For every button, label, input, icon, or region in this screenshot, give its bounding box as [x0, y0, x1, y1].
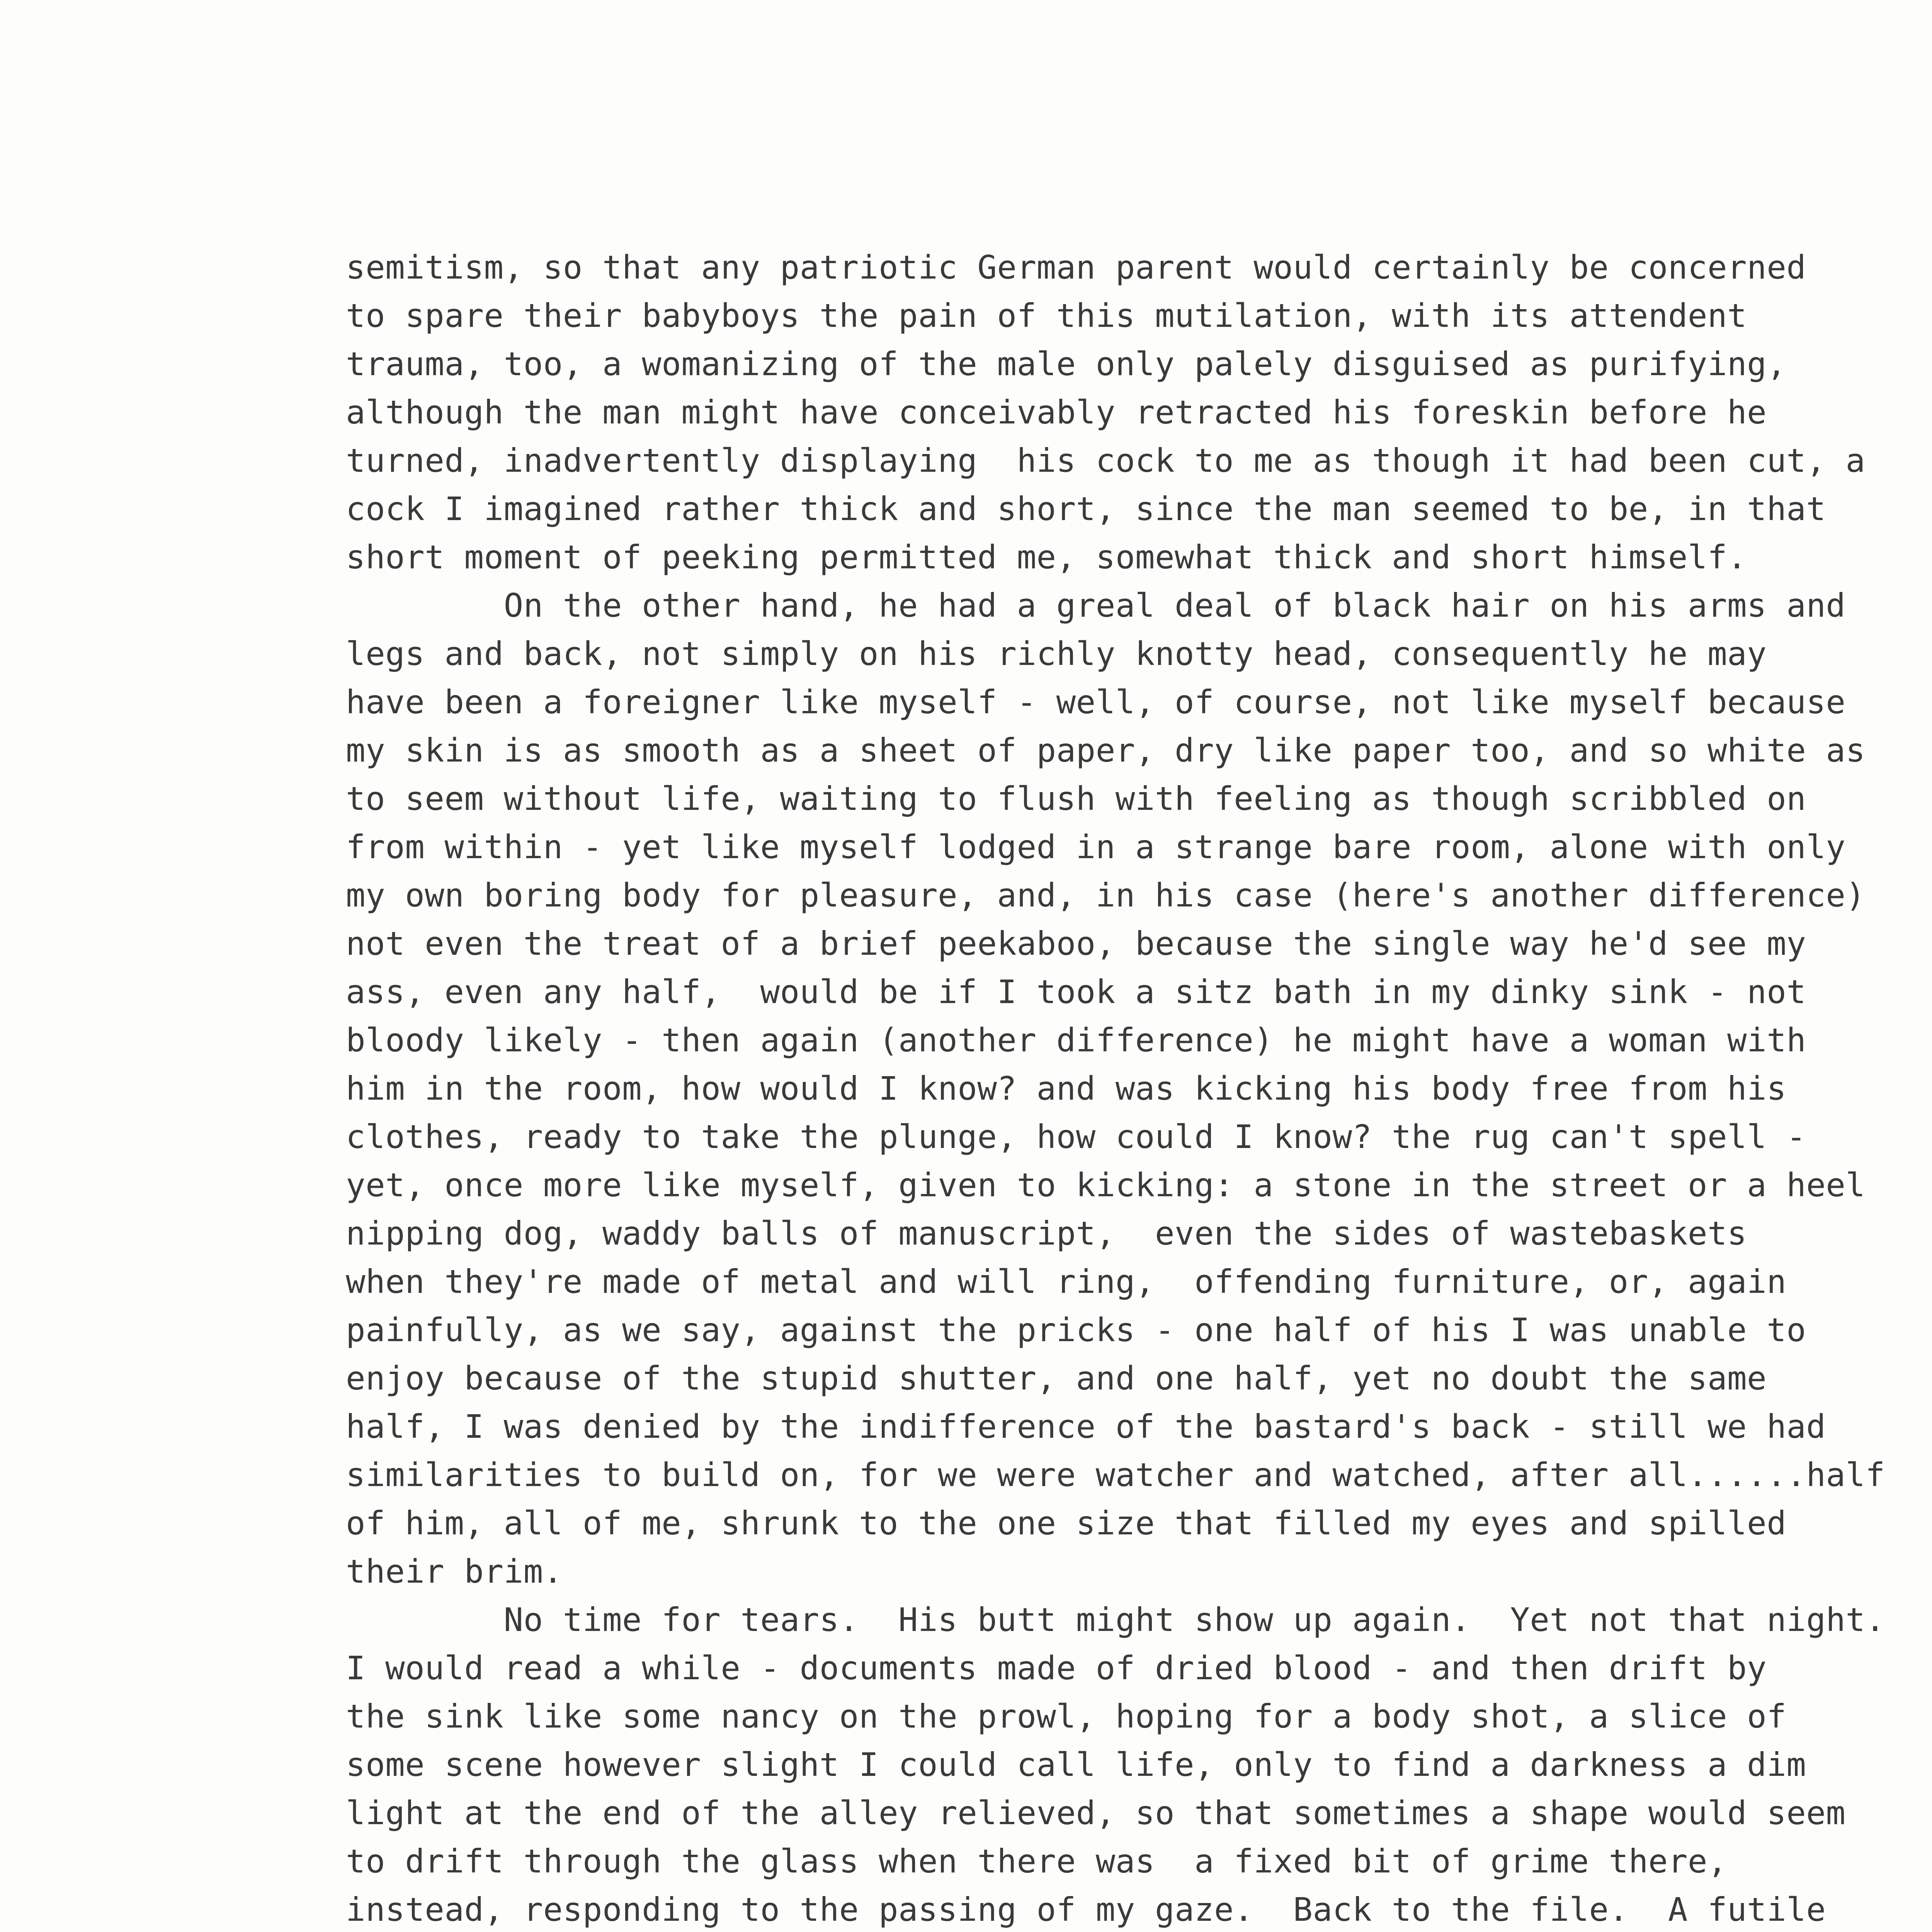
text-line: turned, inadvertently displaying his cock to me as though it had been cut, a — [346, 442, 1866, 480]
text-line: their brim. — [346, 1553, 563, 1590]
text-line: when they're made of metal and will ring, offending furniture, or, again — [346, 1263, 1787, 1301]
text-line: clothes, ready to take the plunge, how could I know? the rug can't spell - — [346, 1118, 1806, 1156]
text-line: my skin is as smooth as a sheet of paper, dry like paper too, and so white as — [346, 731, 1866, 769]
text-line: of him, all of me, shrunk to the one size that filled my eyes and spilled — [346, 1504, 1787, 1542]
text-line: him in the room, how would I know? and was kicking his body free from his — [346, 1070, 1787, 1107]
text-line: legs and back, not simply on his richly knotty head, consequently he may — [346, 635, 1767, 673]
text-line: similarities to build on, for we were watcher and watched, after all......half — [346, 1456, 1885, 1494]
text-line: bloody likely - then again (another difference) he might have a woman with — [346, 1021, 1806, 1059]
text-line: trauma, too, a womanizing of the male only palely disguised as purifying, — [346, 345, 1787, 383]
text-line: my own boring body for pleasure, and, in his case (here's another difference) — [346, 876, 1866, 914]
text-line: No time for tears. His butt might show up again. Yet not that night. — [346, 1601, 1885, 1639]
text-line: ass, even any half, would be if I took a sitz bath in my dinky sink - not — [346, 973, 1806, 1011]
body-text — [346, 243, 1885, 1932]
text-line: nipping dog, waddy balls of manuscript, even the sides of wastebaskets — [346, 1214, 1747, 1252]
text-line: semitism, so that any patriotic German parent would certainly be concerned — [346, 248, 1806, 286]
text-line: light at the end of the alley relieved, so that sometimes a shape would seem — [346, 1794, 1846, 1832]
text-line: to drift through the glass when there was a fixed bit of grime there, — [346, 1842, 1728, 1880]
text-line: I would read a while - documents made of dried blood - and then drift by — [346, 1649, 1767, 1687]
text-line: although the man might have conceivably retracted his foreskin before he — [346, 393, 1767, 431]
text-line: some scene however slight I could call life, only to find a darkness a dim — [346, 1746, 1806, 1784]
text-line: painfully, as we say, against the pricks - one half of his I was unable to — [346, 1311, 1806, 1349]
text-line: short moment of peeking permitted me, somewhat thick and short himself. — [346, 538, 1747, 576]
text-line: to spare their babyboys the pain of this mutilation, with its attendent — [346, 297, 1747, 335]
text-line: have been a foreigner like myself - well, of course, not like myself because — [346, 683, 1846, 721]
text-line: to seem without life, waiting to flush with feeling as though scribbled on — [346, 780, 1806, 818]
text-line: yet, once more like myself, given to kicking: a stone in the street or a heel — [346, 1166, 1866, 1204]
text-line: instead, responding to the passing of my gaze. Back to the file. A futile — [346, 1891, 1826, 1929]
text-line: enjoy because of the stupid shutter, and one half, yet no doubt the same — [346, 1359, 1767, 1397]
text-line: half, I was denied by the indifference of the bastard's back - still we had — [346, 1408, 1826, 1446]
text-line: the sink like some nancy on the prowl, hoping for a body shot, a slice of — [346, 1697, 1787, 1735]
text-line: cock I imagined rather thick and short, since the man seemed to be, in that — [346, 490, 1826, 528]
text-line: On the other hand, he had a greal deal of black hair on his arms and — [346, 587, 1846, 624]
text-line: not even the treat of a brief peekaboo, because the single way he'd see my — [346, 925, 1806, 963]
text-line: from within - yet like myself lodged in a strange bare room, alone with only — [346, 828, 1846, 866]
